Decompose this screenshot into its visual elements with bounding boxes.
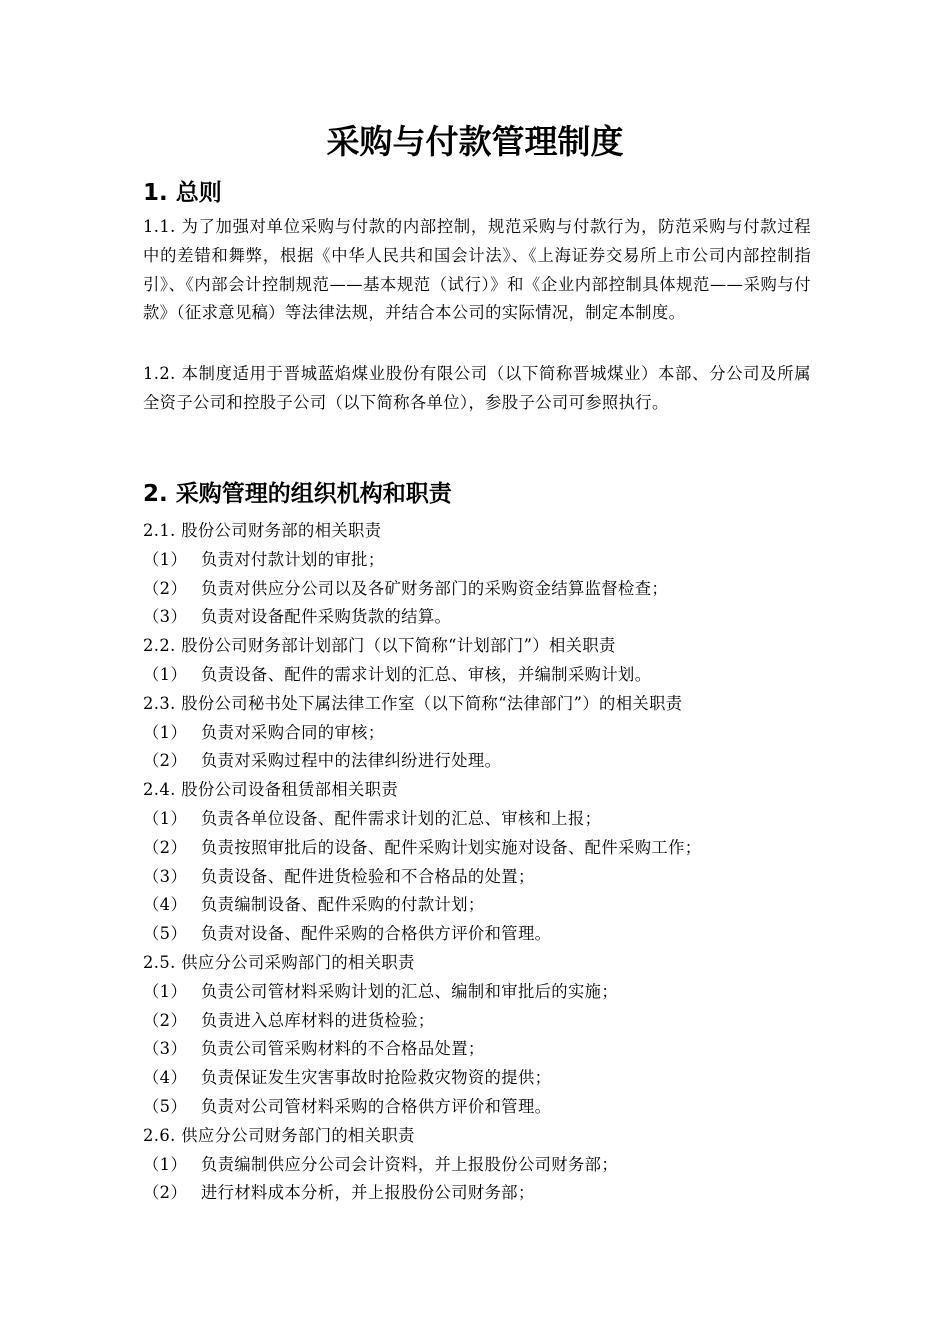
list-item-text: 负责公司管采购材料的不合格品处置； (201, 1039, 485, 1059)
list-item-text: 负责设备、配件进货检验和不合格品的处置； (201, 866, 535, 886)
subsection-heading: 2.2. 股份公司财务部计划部门（以下简称“计划部门”）相关职责 (143, 636, 616, 656)
list-item (143, 1064, 551, 1093)
subsection-heading: 2.4. 股份公司设备租赁部相关职责 (143, 780, 399, 800)
list-item (143, 920, 551, 949)
list-item (143, 1179, 535, 1208)
list-item (143, 747, 501, 776)
list-item-number: （1） (143, 809, 188, 828)
paragraph-1-1: 1.1. 为了加强对单位采购与付款的内部控制，规范采购与付款行为，防范采购与付款过程中的差错和舞弊，根据《中华人民共和国会计法》、《上海证券交易所上市公司内部控制指引》、《内部会计控制规范——基本规范（试行）》和《企业内部控制具体规范——采购与付款》（征求意见稿）等法律法规，并结合本公司的实际情况，制定本制度。 (143, 217, 811, 323)
list-item-number: （2） (143, 837, 188, 857)
list-item-text: 负责设备、配件的需求计划的汇总、审核，并编制采购计划。 (201, 665, 652, 684)
list-item-text: 负责保证发生灾害事故时抢险救灾物资的提供； (201, 1068, 552, 1088)
document-title: 采购与付款管理制度 (326, 122, 624, 161)
list-item (143, 1035, 485, 1064)
list-item (143, 834, 701, 863)
list-item-text: 负责对设备配件采购货款的结算。 (201, 607, 452, 627)
list-item (143, 805, 601, 834)
list-item-text: 负责进入总库材料的进货检验； (201, 1010, 435, 1030)
list-item-number: （1） (143, 722, 188, 742)
section-heading-organization: 2. 采购管理的组织机构和职责 (143, 481, 452, 507)
list-item (143, 891, 485, 920)
list-item-text: 进行材料成本分析，并上报股份公司财务部； (201, 1183, 535, 1203)
list-item-text: 负责对付款计划的审批； (201, 549, 385, 569)
list-item-number: （3） (143, 866, 188, 886)
list-item-number: （5） (143, 924, 188, 944)
list-item (143, 719, 385, 748)
list-item-number: （3） (143, 607, 188, 627)
subsection-heading: 2.1. 股份公司财务部的相关职责 (143, 521, 382, 540)
list-item-text: 负责对设备、配件采购的合格供方评价和管理。 (201, 924, 552, 944)
list-item-text: 负责对公司管材料采购的合格供方评价和管理。 (201, 1097, 552, 1116)
list-item-number: （1） (143, 981, 188, 1001)
list-item-number: （3） (143, 1039, 188, 1059)
list-item-number: （2） (143, 578, 188, 598)
list-item-text: 负责编制设备、配件采购的付款计划； (201, 895, 485, 915)
list-item (143, 603, 451, 632)
list-item-text: 负责对供应分公司以及各矿财务部门的采购资金结算监督检查； (201, 578, 669, 598)
list-item-number: （1） (143, 549, 188, 569)
paragraph-1-2: 1.2. 本制度适用于晋城蓝焰煤业股份有限公司（以下简称晋城煤业）本部、分公司及所属全资子公司和控股子公司（以下简称各单位），参股子公司可参照执行。 (143, 364, 811, 412)
list-item (143, 978, 618, 1007)
section-heading-general: 1. 总则 (143, 180, 222, 206)
list-item-number: （4） (143, 895, 188, 915)
list-item-number: （2） (143, 1183, 188, 1203)
subsection-heading: 2.5. 供应分公司采购部门的相关职责 (143, 953, 415, 972)
list-item-number: （4） (143, 1068, 188, 1088)
list-item-text: 负责编制供应分公司会计资料，并上报股份公司财务部； (201, 1154, 619, 1174)
list-item-number: （5） (143, 1097, 188, 1116)
subsection-heading: 2.3. 股份公司秘书处下属法律工作室（以下简称“法律部门”）的相关职责 (143, 693, 683, 713)
list-item (143, 575, 668, 604)
list-item-number: （1） (143, 1154, 188, 1174)
list-item-number: （2） (143, 751, 188, 771)
list-item-number: （2） (143, 1010, 188, 1030)
list-item-text: 负责公司管材料采购计划的汇总、编制和审批后的实施； (201, 981, 619, 1001)
list-item (143, 1007, 435, 1036)
list-item (143, 863, 535, 892)
list-item-text: 负责按照审批后的设备、配件采购计划实施对设备、配件采购工作； (201, 837, 702, 857)
list-item-number: （1） (143, 665, 188, 684)
list-item-text: 负责对采购过程中的法律纠纷进行处理。 (201, 751, 502, 771)
list-item-text: 负责各单位设备、配件需求计划的汇总、审核和上报； (201, 809, 602, 828)
list-item (143, 1093, 551, 1122)
list-item (143, 1151, 618, 1180)
subsection-heading: 2.6. 供应分公司财务部门的相关职责 (143, 1125, 415, 1145)
list-item-text: 负责对采购合同的审核； (201, 722, 385, 742)
list-item (143, 661, 651, 690)
list-item (143, 546, 385, 575)
